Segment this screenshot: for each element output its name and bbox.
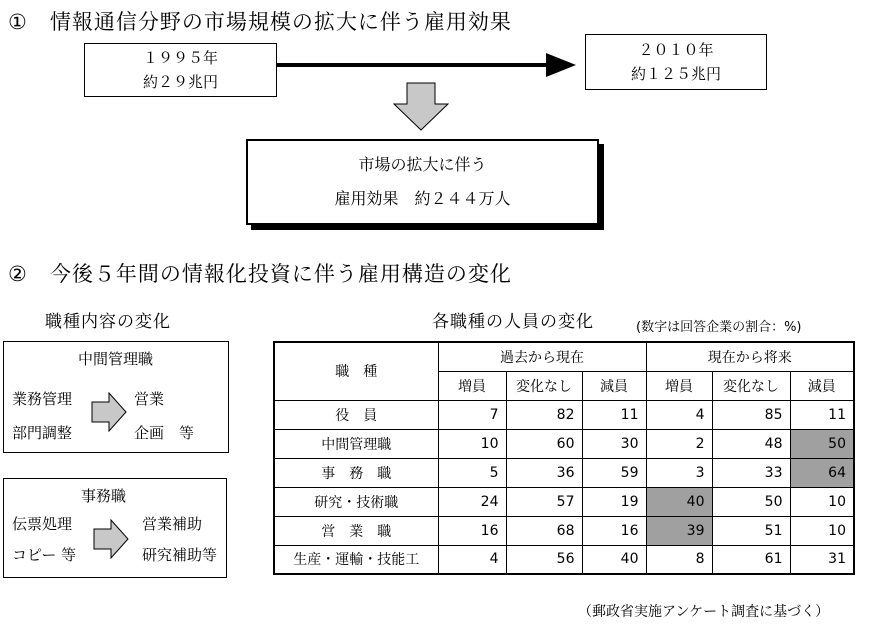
down-arrow-icon bbox=[393, 82, 449, 132]
table-cell: 51 bbox=[712, 516, 790, 545]
panel2-title: 事務職 bbox=[81, 487, 127, 505]
table-note: (数字は回答企業の割合：%) bbox=[636, 320, 802, 335]
table-cell: 68 bbox=[506, 516, 582, 545]
table-cell-highlighted: 50 bbox=[790, 429, 854, 458]
panel-clerical bbox=[3, 478, 227, 578]
table-cell: 2 bbox=[646, 429, 712, 458]
panel2-from-1: 伝票処理 bbox=[12, 515, 73, 533]
row-role: 営 業 職 bbox=[274, 516, 438, 545]
table-cell: 4 bbox=[438, 545, 506, 574]
table-cell: 4 bbox=[646, 400, 712, 429]
table-cell-highlighted: 39 bbox=[646, 516, 712, 545]
panel1-to-1: 営業 bbox=[134, 390, 165, 408]
end-year: ２０１０年 bbox=[638, 41, 714, 59]
panel1-title: 中間管理職 bbox=[78, 350, 154, 368]
result-line2: 雇用効果 約２４４万人 bbox=[334, 189, 511, 208]
table-cell: 8 bbox=[646, 545, 712, 574]
result-line1: 市場の拡大に伴う bbox=[358, 155, 487, 174]
table-cell: 60 bbox=[506, 429, 582, 458]
right-heading: 各職種の人員の変化 bbox=[432, 312, 594, 332]
start-year: １９９５年 bbox=[142, 49, 218, 67]
table-cell: 10 bbox=[790, 487, 854, 516]
table-cell: 36 bbox=[506, 458, 582, 487]
table-cell: 16 bbox=[438, 516, 506, 545]
panel1-from-1: 業務管理 bbox=[12, 390, 73, 408]
start-box bbox=[84, 43, 277, 97]
end-value: 約１２５兆円 bbox=[630, 65, 721, 83]
section2-title: ② 今後５年間の情報化投資に伴う雇用構造の変化 bbox=[8, 262, 512, 286]
col-header-role: 職 種 bbox=[274, 342, 438, 400]
row-role: 事 務 職 bbox=[274, 458, 438, 487]
growth-arrow-icon bbox=[276, 50, 586, 80]
table-cell: 16 bbox=[582, 516, 646, 545]
subheader-past-nochange: 変化なし bbox=[506, 371, 582, 400]
start-value: 約２９兆円 bbox=[142, 73, 218, 91]
row-role: 生産・運輸・技能工 bbox=[274, 545, 438, 574]
table-group-row bbox=[274, 342, 854, 371]
table-cell: 30 bbox=[582, 429, 646, 458]
table-cell: 33 bbox=[712, 458, 790, 487]
table-cell: 11 bbox=[790, 400, 854, 429]
table-cell: 57 bbox=[506, 487, 582, 516]
row-role: 役 員 bbox=[274, 400, 438, 429]
group-header-future: 現在から将来 bbox=[646, 342, 854, 371]
table-cell: 3 bbox=[646, 458, 712, 487]
table-row bbox=[274, 487, 854, 516]
table-cell: 59 bbox=[582, 458, 646, 487]
subheader-future-decrease: 減員 bbox=[790, 371, 854, 400]
result-box bbox=[246, 139, 599, 225]
table-cell-highlighted: 64 bbox=[790, 458, 854, 487]
left-heading: 職種内容の変化 bbox=[45, 312, 171, 332]
subheader-past-increase: 増員 bbox=[438, 371, 506, 400]
jobs-table bbox=[273, 341, 855, 575]
panel2-to-1: 営業補助 bbox=[142, 515, 203, 533]
panel1-arrow-icon bbox=[91, 392, 127, 432]
subheader-future-nochange: 変化なし bbox=[712, 371, 790, 400]
table-cell: 31 bbox=[790, 545, 854, 574]
table-cell: 10 bbox=[438, 429, 506, 458]
source-note: （郵政省実施アンケート調査に基づく） bbox=[578, 604, 830, 620]
table-cell: 61 bbox=[712, 545, 790, 574]
table-cell: 5 bbox=[438, 458, 506, 487]
panel2-arrow-icon bbox=[93, 519, 129, 559]
table-cell: 19 bbox=[582, 487, 646, 516]
table-cell: 56 bbox=[506, 545, 582, 574]
table-cell: 50 bbox=[712, 487, 790, 516]
panel2-from-2: コピー 等 bbox=[12, 546, 77, 564]
subheader-past-decrease: 減員 bbox=[582, 371, 646, 400]
panel1-to-2: 企画 等 bbox=[134, 424, 195, 442]
table-cell: 85 bbox=[712, 400, 790, 429]
table-cell: 10 bbox=[790, 516, 854, 545]
table-row bbox=[274, 400, 854, 429]
group-header-past: 過去から現在 bbox=[438, 342, 646, 371]
subheader-future-increase: 増員 bbox=[646, 371, 712, 400]
panel2-to-2: 研究補助等 bbox=[142, 546, 218, 564]
table-cell: 7 bbox=[438, 400, 506, 429]
section1-title: ① 情報通信分野の市場規模の拡大に伴う雇用効果 bbox=[8, 10, 512, 34]
row-role: 中間管理職 bbox=[274, 429, 438, 458]
panel-middle-management bbox=[3, 341, 229, 453]
table-cell-highlighted: 40 bbox=[646, 487, 712, 516]
panel1-from-2: 部門調整 bbox=[12, 424, 73, 442]
table-row bbox=[274, 545, 854, 574]
table-cell: 24 bbox=[438, 487, 506, 516]
table-row bbox=[274, 458, 854, 487]
table-cell: 40 bbox=[582, 545, 646, 574]
end-box bbox=[585, 34, 767, 90]
table-cell: 11 bbox=[582, 400, 646, 429]
table-cell: 82 bbox=[506, 400, 582, 429]
table-cell: 48 bbox=[712, 429, 790, 458]
row-role: 研究・技術職 bbox=[274, 487, 438, 516]
table-row bbox=[274, 516, 854, 545]
table-row bbox=[274, 429, 854, 458]
